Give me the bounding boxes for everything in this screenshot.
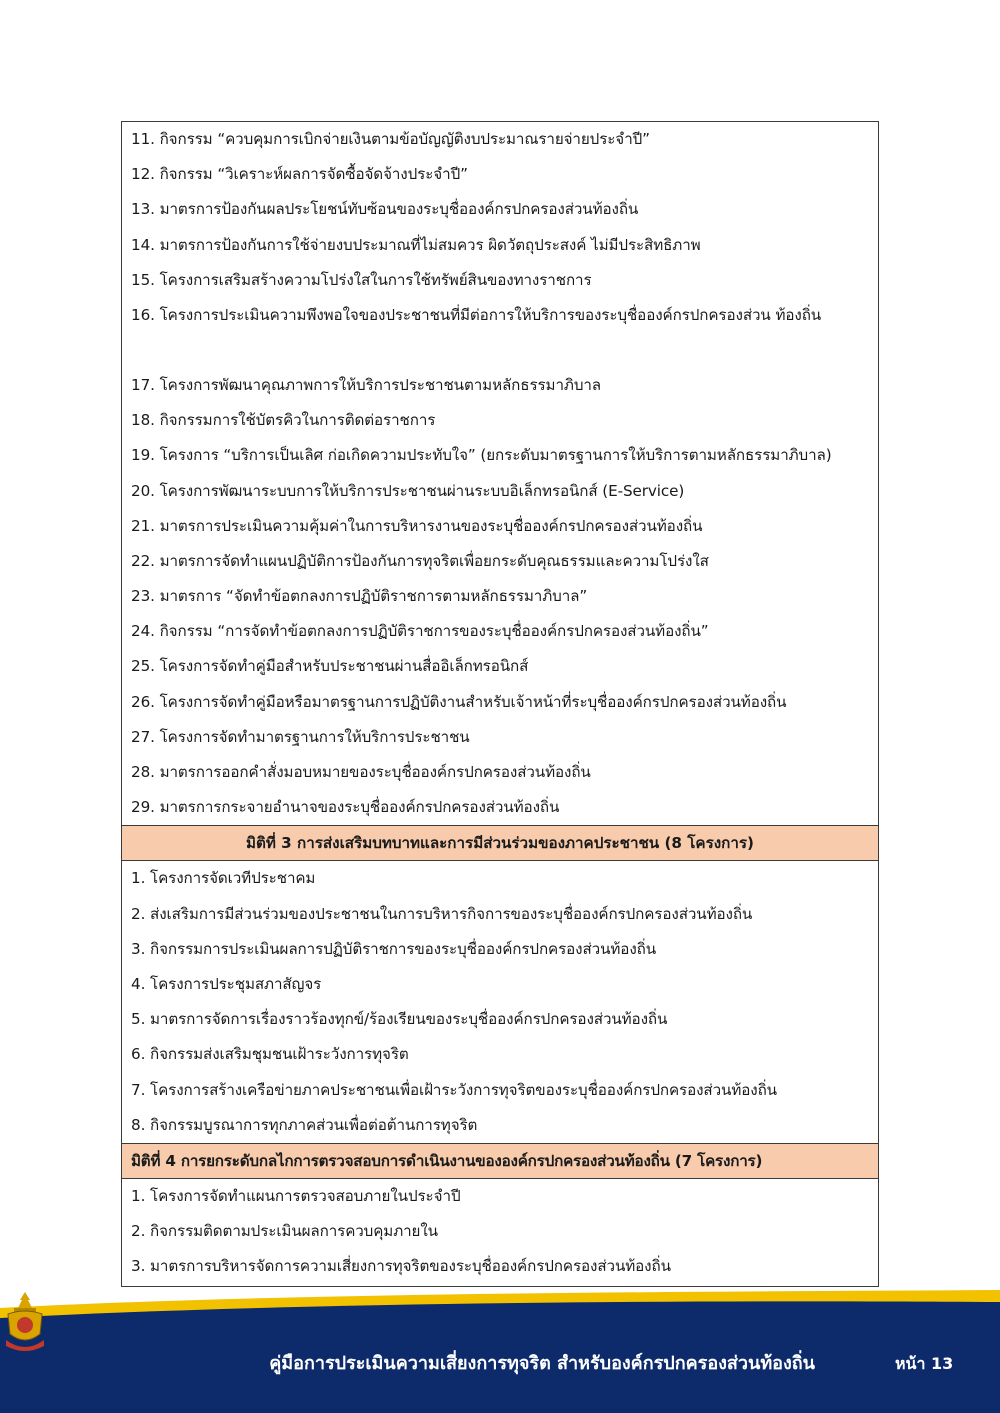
list-item: 6. กิจกรรมส่งเสริมชุมชนเฝ้าระวังการทุจริต [131, 1045, 409, 1064]
list-item: 3. กิจกรรมการประเมินผลการปฏิบัติราชการของระบุชื่อองค์กรปกครองส่วนท้องถิ่น [131, 939, 657, 958]
list-item: 1. โครงการจัดทำแผนการตรวจสอบภายในประจำปี [131, 1186, 461, 1205]
footer-title: คู่มือการประเมินความเสี่ยงการทุจริต สำหรับองค์กรปกครองส่วนท้องถิ่น [269, 1353, 815, 1374]
section-header-dimension-4: มิติที่ 4 การยกระดับกลไกการตรวจสอบการดำเนินงานขององค์กรปกครองส่วนท้องถิ่น (7 โครงการ) [122, 1143, 878, 1179]
list-item: 23. มาตรการ “จัดทำข้อตกลงการปฏิบัติราชการตามหลักธรรมาภิบาล” [131, 587, 588, 606]
list-item: 24. กิจกรรม “การจัดทำข้อตกลงการปฏิบัติราชการของระบุชื่อองค์กรปกครองส่วนท้องถิ่น” [131, 622, 709, 641]
dimension-4-project-list [122, 1179, 878, 1285]
list-item: 20. โครงการพัฒนาระบบการให้บริการประชาชนผ่านระบบอิเล็กทรอนิกส์ (E-Service) [131, 481, 685, 500]
list-item: 12. กิจกรรม “วิเคราะห์ผลการจัดซื้อจัดจ้างประจำปี” [131, 165, 468, 184]
list-item: 26. โครงการจัดทำคู่มือหรือมาตรฐานการปฏิบัติงานสำหรับเจ้าหน้าที่ระบุชื่อองค์กรปกครองส่วนท้องถิ่น [131, 692, 787, 711]
page-number: หน้า 13 [895, 1354, 954, 1373]
dimension-3-project-list [122, 861, 878, 1143]
list-item: 21. มาตรการประเมินความคุ้มค่าในการบริหารงานของระบุชื่อองค์กรปกครองส่วนท้องถิ่น [131, 516, 703, 535]
list-item: 22. มาตรการจัดทำแผนปฏิบัติการป้องกันการทุจริตเพื่อยกระดับคุณธรรมและความโปร่งใส [131, 551, 709, 570]
list-item: 13. มาตรการป้องกันผลประโยชน์ทับซ้อนของระบุชื่อองค์กรปกครองส่วนท้องถิ่น [131, 200, 639, 219]
list-item: 7. โครงการสร้างเครือข่ายภาคประชาชนเพื่อเฝ้าระวังการทุจริตของระบุชื่อองค์กรปกครองส่วนท้องถิ่น [131, 1080, 777, 1099]
list-item: 14. มาตรการป้องกันการใช้จ่ายงบประมาณที่ไม่สมควร ผิดวัตถุประสงค์ ไม่มีประสิทธิภาพ [131, 235, 701, 254]
list-item: 4. โครงการประชุมสภาสัญจร [131, 974, 322, 993]
list-item: 11. กิจกรรม “ควบคุมการเบิกจ่ายเงินตามข้อบัญญัติงบประมาณรายจ่ายประจำปี” [131, 130, 650, 148]
list-item: 8. กิจกรรมบูรณาการทุกภาคส่วนเพื่อต่อต้านการทุจริต [131, 1115, 478, 1134]
list-item: 3. มาตรการบริหารจัดการความเสี่ยงการทุจริตของระบุชื่อองค์กรปกครองส่วนท้องถิ่น [131, 1257, 671, 1276]
list-item: 25. โครงการจัดทำคู่มือสำหรับประชาชนผ่านสื่ออิเล็กทรอนิกส์ [131, 657, 529, 676]
projects-table [121, 121, 879, 1287]
emblem-icon [0, 1290, 50, 1354]
list-item: 2. ส่งเสริมการมีส่วนร่วมของประชาชนในการบริหารกิจการของระบุชื่อองค์กรปกครองส่วนท้องถิ่น [131, 904, 753, 923]
list-item: 1. โครงการจัดเวทีประชาคม [131, 869, 316, 888]
list-item: 5. มาตรการจัดการเรื่องราวร้องทุกข์/ร้องเรียนของระบุชื่อองค์กรปกครองส่วนท้องถิ่น [131, 1010, 668, 1029]
list-item: 2. กิจกรรมติดตามประเมินผลการควบคุมภายใน [131, 1222, 438, 1241]
dimension-2-project-list [122, 122, 878, 825]
list-item: 27. โครงการจัดทำมาตรฐานการให้บริการประชาชน [131, 727, 470, 746]
list-item: 15. โครงการเสริมสร้างความโปร่งใสในการใช้ทรัพย์สินของทางราชการ [131, 270, 592, 289]
list-item: 17. โครงการพัฒนาคุณภาพการให้บริการประชาชนตามหลักธรรมาภิบาล [131, 375, 601, 394]
section-header-dimension-3: มิติที่ 3 การส่งเสริมบทบาทและการมีส่วนร่วมของภาคประชาชน (8 โครงการ) [122, 825, 878, 861]
list-item: 16. โครงการประเมินความพึงพอใจของประชาชนที่มีต่อการให้บริการของระบุชื่อองค์กรปกครองส่วน ท้องถิ่น [131, 305, 822, 324]
page-footer [0, 1290, 1000, 1413]
list-item: 28. มาตรการออกคำสั่งมอบหมายของระบุชื่อองค์กรปกครองส่วนท้องถิ่น [131, 763, 591, 781]
list-item: 18. กิจกรรมการใช้บัตรคิวในการติดต่อราชการ [131, 411, 436, 430]
list-item: 29. มาตรการกระจายอำนาจของระบุชื่อองค์กรปกครองส่วนท้องถิ่น [131, 798, 560, 817]
list-item: 19. โครงการ “บริการเป็นเลิศ ก่อเกิดความประทับใจ” (ยกระดับมาตรฐานการให้บริการตามหลักธรรมาภิบาล) [131, 446, 832, 465]
